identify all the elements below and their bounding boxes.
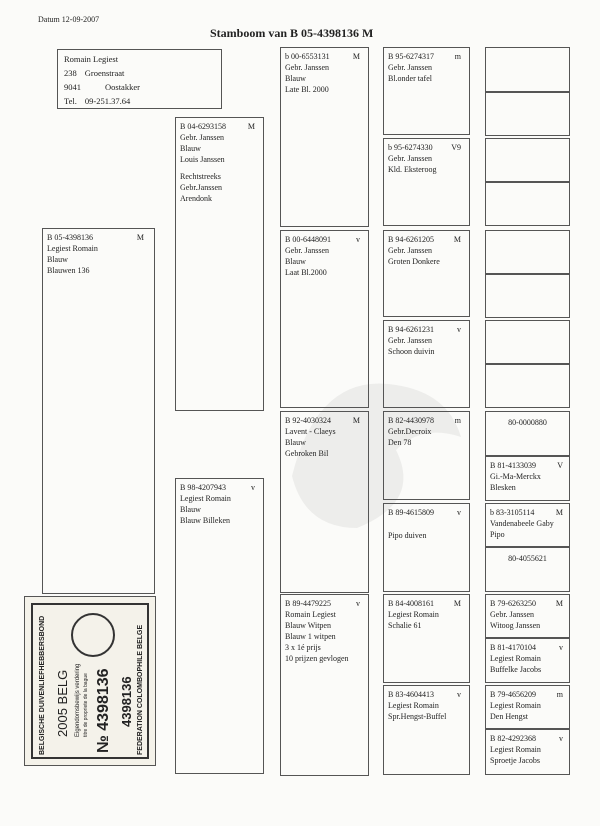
line: Gebr.Janssen: [180, 183, 222, 192]
owner-tel: 09-251.37.64: [84, 96, 131, 106]
ring-number: b 95-6274330: [388, 143, 433, 152]
empty-ancestor-slot: [485, 364, 570, 408]
ring-number: 80-4055621: [508, 554, 547, 563]
empty-ancestor-slot: [485, 182, 570, 226]
ring-number: B 92-4030324: [285, 416, 331, 425]
line: Gebr. Janssen: [388, 336, 432, 345]
owner-address: [57, 49, 222, 109]
ancestor-card: [485, 456, 570, 501]
ancestor-card: [485, 411, 570, 456]
line: Den Hengst: [490, 712, 528, 721]
ring-number: 80-0000880: [508, 418, 547, 427]
sex: M: [555, 599, 563, 608]
ring-number: B 82-4292368: [490, 734, 536, 743]
line: Blauwen 136: [47, 266, 90, 275]
ancestor-card: [383, 138, 470, 226]
granddam-paternal-card: [280, 230, 369, 408]
sex: m: [454, 52, 461, 61]
line: Romain Legiest: [285, 610, 336, 619]
ancestor-card: [485, 503, 570, 547]
owner-street-no: 238: [64, 68, 77, 78]
ancestor-card: [485, 638, 570, 683]
empty-ancestor-slot: [485, 138, 570, 182]
line: Gebr. Janssen: [285, 246, 329, 255]
line: Legiest Romain: [388, 701, 439, 710]
line: 3 x 1é prijs: [285, 643, 321, 652]
dam-card: [175, 478, 264, 774]
line: Legiest Romain: [490, 654, 541, 663]
grandsire-paternal-card: [280, 47, 369, 227]
sex: M: [136, 233, 144, 242]
owner-city-line: [64, 80, 215, 94]
ring-number: B 05-4398136: [47, 233, 93, 242]
ownership-certificate: [24, 596, 156, 766]
line: Schoon duivin: [388, 347, 435, 356]
certificate-frame: [31, 603, 149, 759]
line: Gebroken Bil: [285, 449, 329, 458]
sex: v: [559, 734, 563, 743]
sex: M: [453, 599, 461, 608]
ring-number: B 83-4604413: [388, 690, 434, 699]
line: Gebr. Janssen: [388, 246, 432, 255]
owner-street: Groenstraat: [84, 68, 125, 78]
line: Blesken: [490, 483, 516, 492]
empty-ancestor-slot: [485, 47, 570, 92]
sex: M: [247, 122, 255, 131]
line: 10 prijzen gevlogen: [285, 654, 349, 663]
line: Legiest Romain: [490, 701, 541, 710]
line: Late Bl. 2000: [285, 85, 329, 94]
line: Witoog Janssen: [490, 621, 541, 630]
certificate-small-text-2: titre de propriete de la bague: [83, 673, 89, 737]
line: Den 78: [388, 438, 412, 447]
sex: V9: [451, 143, 461, 152]
granddam-maternal-card: [280, 594, 369, 776]
line: Gebr. Janssen: [180, 133, 224, 142]
ring-number: B 81-4170104: [490, 643, 536, 652]
ring-number: B 79-4656209: [490, 690, 536, 699]
line: Legiest Romain: [490, 745, 541, 754]
certificate-small-text-1: Eigendomsbewijs verdering: [75, 663, 81, 737]
ring-number: B 79-6263250: [490, 599, 536, 608]
ring-number: B 81-4133039: [490, 461, 536, 470]
sex: v: [559, 643, 563, 652]
line: Blauw: [180, 505, 201, 514]
ancestor-card: [383, 594, 470, 683]
ancestor-card: [485, 594, 570, 638]
certificate-right-text: FEDERATION COLOMBOPHILE BELGE: [137, 624, 144, 755]
owner-tel-line: [64, 94, 215, 108]
sex: M: [555, 508, 563, 517]
sex: v: [356, 599, 360, 608]
ring-number: B 04-6293158: [180, 122, 226, 131]
line: Gebr. Janssen: [388, 63, 432, 72]
ancestor-card: [485, 729, 570, 775]
ring-number: b 00-6553131: [285, 52, 330, 61]
owner-tel-label: Tel.: [64, 96, 77, 106]
line: Blauw: [285, 257, 306, 266]
grandsire-maternal-card: [280, 411, 369, 593]
line: Legiest Romain: [47, 244, 98, 253]
line: Vandenabeele Gaby: [490, 519, 554, 528]
line: Louis Janssen: [180, 155, 225, 164]
sex: v: [251, 483, 255, 492]
ring-number: B 94-6261205: [388, 235, 434, 244]
line: Groten Donkere: [388, 257, 440, 266]
empty-ancestor-slot: [485, 320, 570, 364]
empty-ancestor-slot: [485, 274, 570, 318]
sex: M: [352, 52, 360, 61]
owner-street-line: [64, 66, 215, 80]
sex: M: [453, 235, 461, 244]
line: Blauw: [285, 74, 306, 83]
line: Legiest Romain: [180, 494, 231, 503]
line: Gebr.Decroix: [388, 427, 432, 436]
ring-number: b 83-3105114: [490, 508, 535, 517]
sire-card: [175, 117, 264, 411]
owner-city: Oostakker: [105, 82, 140, 92]
subject-card: [42, 228, 155, 594]
ancestor-card: [383, 47, 470, 135]
sex: v: [457, 325, 461, 334]
owner-zip: 9041: [64, 82, 81, 92]
line: Gebr. Janssen: [285, 63, 329, 72]
ring-number: B 89-4479225: [285, 599, 331, 608]
empty-ancestor-slot: [485, 92, 570, 136]
line: Bl.onder tafel: [388, 74, 432, 83]
line: Gi.-Ma-Merckx: [490, 472, 541, 481]
line: Schalie 61: [388, 621, 422, 630]
line: Rechtstreeks: [180, 172, 221, 181]
line: Spr.Hengst-Buffel: [388, 712, 447, 721]
line: Arendonk: [180, 194, 212, 203]
ancestor-card: [485, 685, 570, 729]
sex: M: [352, 416, 360, 425]
line: Sproetje Jacobs: [490, 756, 540, 765]
page-title: Stamboom van B 05-4398136 M: [210, 26, 374, 40]
empty-ancestor-slot: [485, 230, 570, 274]
line: Lavent - Claeys: [285, 427, 336, 436]
line: Laat Bl.2000: [285, 268, 327, 277]
owner-name: Romain Legiest: [64, 54, 119, 64]
line: Blauw: [180, 144, 201, 153]
line: Kld. Eksteroog: [388, 165, 437, 174]
pigeon-medallion-icon: [71, 613, 115, 657]
sex: m: [454, 416, 461, 425]
line: Blauw: [47, 255, 68, 264]
line: Blauw 1 witpen: [285, 632, 336, 641]
ring-number: B 82-4430978: [388, 416, 434, 425]
ancestor-card: [485, 547, 570, 592]
ancestor-card: [383, 411, 470, 500]
line: Pipo duiven: [388, 531, 427, 540]
line: Blauw Witpen: [285, 621, 331, 630]
sex: m: [556, 690, 563, 699]
line: Pipo: [490, 530, 505, 539]
print-date: Datum 12-09-2007: [38, 15, 100, 24]
ring-number: B 89-4615809: [388, 508, 434, 517]
ancestor-card: [383, 503, 470, 592]
certificate-ring: 4398136: [119, 676, 134, 727]
ring-number: B 94-6261231: [388, 325, 434, 334]
line: Gebr. Janssen: [388, 154, 432, 163]
sex: v: [457, 508, 461, 517]
ring-number: B 98-4207943: [180, 483, 226, 492]
line: Blauw Billeken: [180, 516, 230, 525]
ring-number: B 95-6274317: [388, 52, 434, 61]
ancestor-card: [383, 230, 470, 317]
line: Legiest Romain: [388, 610, 439, 619]
ancestor-card: [383, 685, 470, 775]
certificate-number: № 4398136: [95, 668, 112, 753]
sex: v: [356, 235, 360, 244]
line: Blauw: [285, 438, 306, 447]
certificate-year-belg: 2005 BELG: [55, 669, 70, 737]
ancestor-card: [383, 320, 470, 408]
line: Buffelke Jacobs: [490, 665, 542, 674]
ring-number: B 84-4008161: [388, 599, 434, 608]
sex: v: [457, 690, 461, 699]
certificate-left-text: BELGISCHE DUIVENLIEFHEBBERSBOND: [39, 615, 46, 755]
ring-number: B 00-6448091: [285, 235, 331, 244]
line: Gebr. Janssen: [490, 610, 534, 619]
sex: V: [557, 461, 563, 470]
